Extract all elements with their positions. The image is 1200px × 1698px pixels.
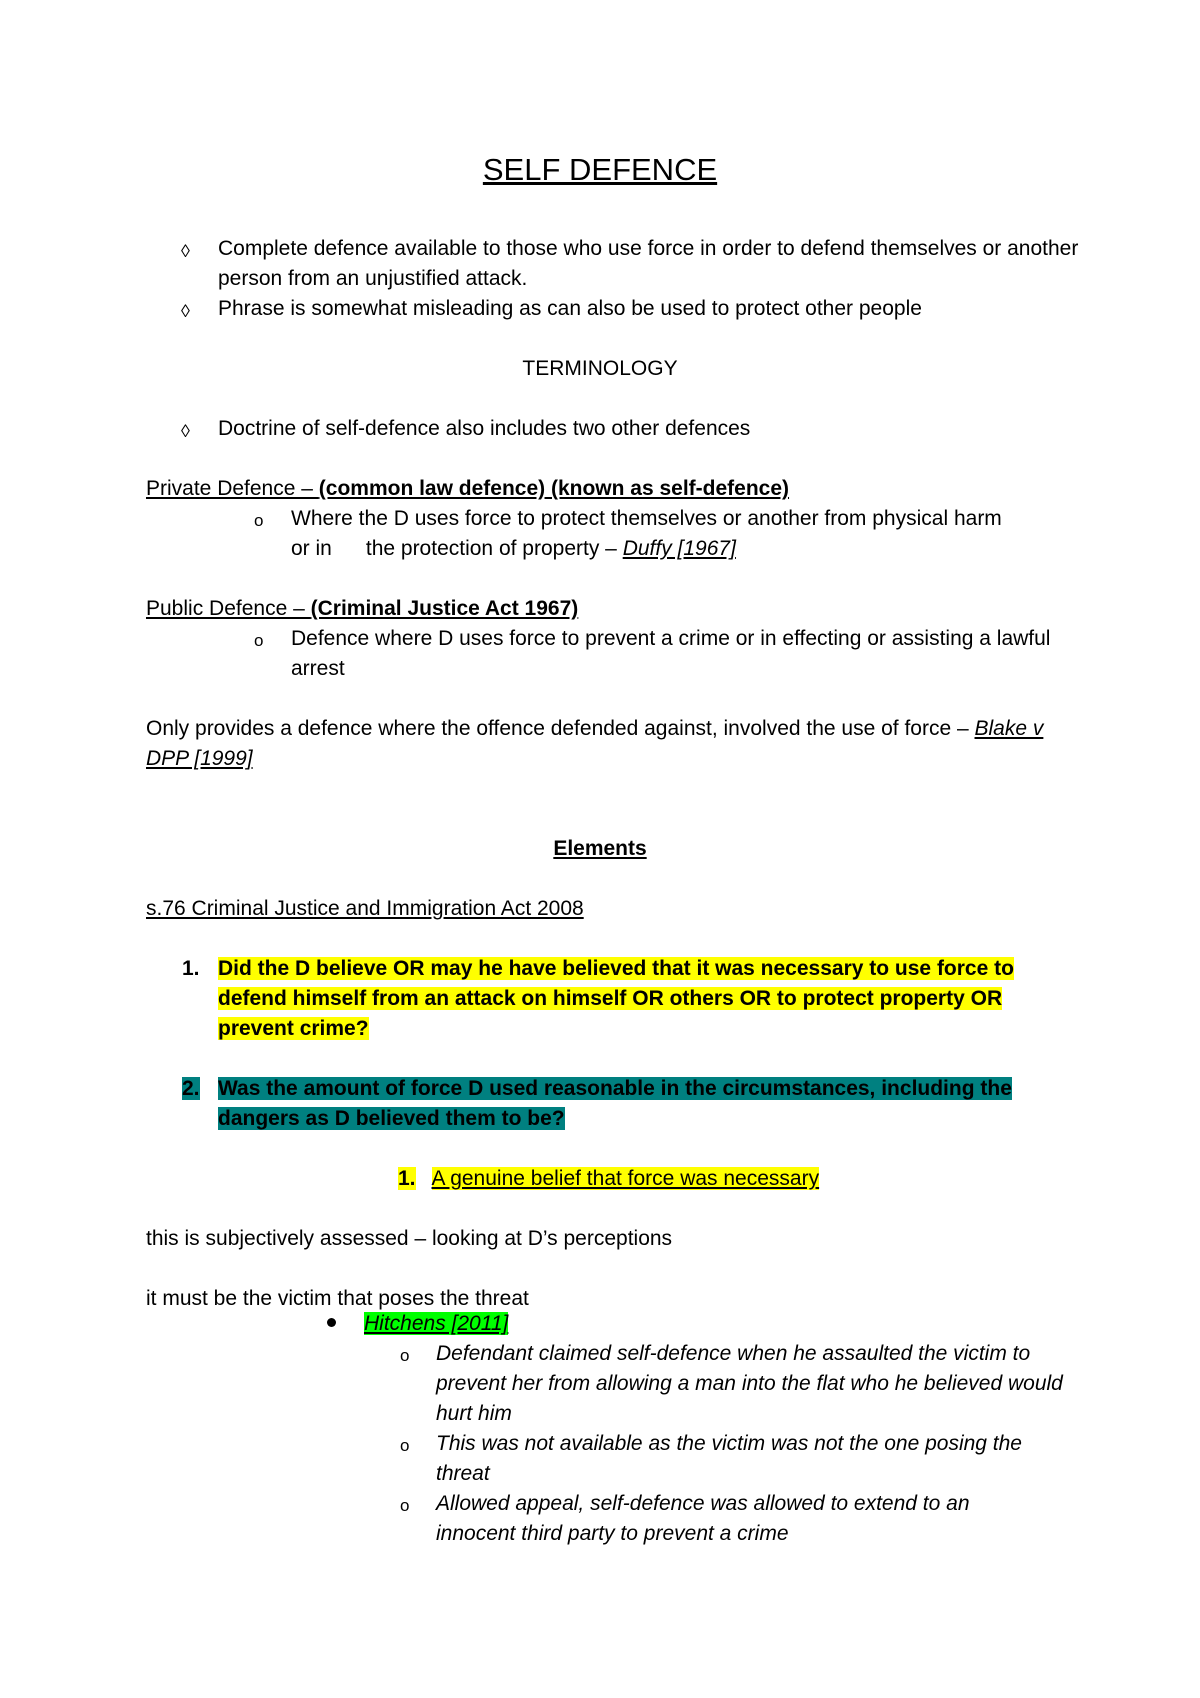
circle-bullet-icon: o — [400, 1436, 410, 1455]
diamond-bullet-icon: ◊ — [181, 421, 190, 441]
case-hitchens: Hitchens [2011] — [364, 1312, 509, 1335]
circle-bullet-icon: o — [254, 631, 264, 650]
page-title: SELF DEFENCE — [482, 152, 718, 187]
terminology-bullet: Doctrine of self-defence also includes two other defences — [218, 417, 751, 440]
public-defence-label: Public Defence – — [146, 597, 311, 620]
statute-heading: s.76 Criminal Justice and Immigration Act 2008 — [146, 897, 584, 920]
genuine-belief-heading — [398, 1164, 819, 1194]
diamond-bullet-icon: ◊ — [181, 241, 190, 261]
case-blake-v-dpp: Blake v DPP [1999] — [146, 717, 1044, 770]
only-provides-paragraph: Only provides a defence where the offence defended against, involved the use of force – Blake v DPP [1999] — [146, 717, 1044, 770]
private-defence-label: Private Defence – — [146, 477, 319, 500]
private-defence-detail: (common law defence) (known as self-defence) — [318, 477, 790, 500]
bullet-dot-icon — [327, 1318, 336, 1327]
public-defence-detail: (Criminal Justice Act 1967) — [310, 597, 579, 620]
victim-threat-text: it must be the victim that poses the threat — [146, 1287, 529, 1310]
question-number-2: 2. — [182, 1077, 200, 1100]
hitchens-point-1: Defendant claimed self-defence when he assaulted the victim to prevent her from allowing a man into the flat who he believed would hurt him — [436, 1342, 1063, 1425]
elements-heading: Elements — [553, 837, 647, 860]
public-defence-sub: Defence where D uses force to prevent a crime or in effecting or assisting a lawful arrest — [291, 627, 1051, 680]
genuine-belief-number: 1. — [398, 1167, 416, 1190]
subjective-assessment-text: this is subjectively assessed – looking at D’s perceptions — [146, 1227, 673, 1250]
genuine-belief-title: A genuine belief that force was necessary — [431, 1167, 820, 1190]
hitchens-point-2: This was not available as the victim was not the one posing the threat — [436, 1432, 1022, 1485]
intro-bullet-2: Phrase is somewhat misleading as can also be used to protect other people — [218, 297, 922, 320]
element-question-1: Did the D believe OR may he have believed that it was necessary to use force to defend himself from an attack on himself OR others OR to protect property OR prevent crime? — [218, 957, 1014, 1040]
intro-bullet-1: Complete defence available to those who use force in order to defend themselves or another person from an unjustified attack. — [218, 237, 1079, 290]
diamond-bullet-icon: ◊ — [181, 301, 190, 321]
private-defence-sub-line1: Where the D uses force to protect themselves or another from physical harm — [291, 507, 1002, 530]
private-defence-sub-line2: or in the protection of property – Duffy [1967] — [291, 537, 736, 560]
circle-bullet-icon: o — [400, 1346, 410, 1365]
element-question-2: Was the amount of force D used reasonable in the circumstances, including the dangers as D believed them to be? — [218, 1077, 1012, 1130]
private-defence-heading — [146, 474, 789, 504]
terminology-heading: TERMINOLOGY — [522, 357, 678, 380]
public-defence-heading — [146, 594, 578, 624]
question-number-1: 1. — [182, 957, 200, 980]
circle-bullet-icon: o — [400, 1496, 410, 1515]
case-duffy: Duffy [1967] — [622, 537, 736, 560]
circle-bullet-icon: o — [254, 511, 264, 530]
hitchens-point-3: Allowed appeal, self-defence was allowed to extend to an innocent third party to prevent a crime — [436, 1492, 970, 1545]
